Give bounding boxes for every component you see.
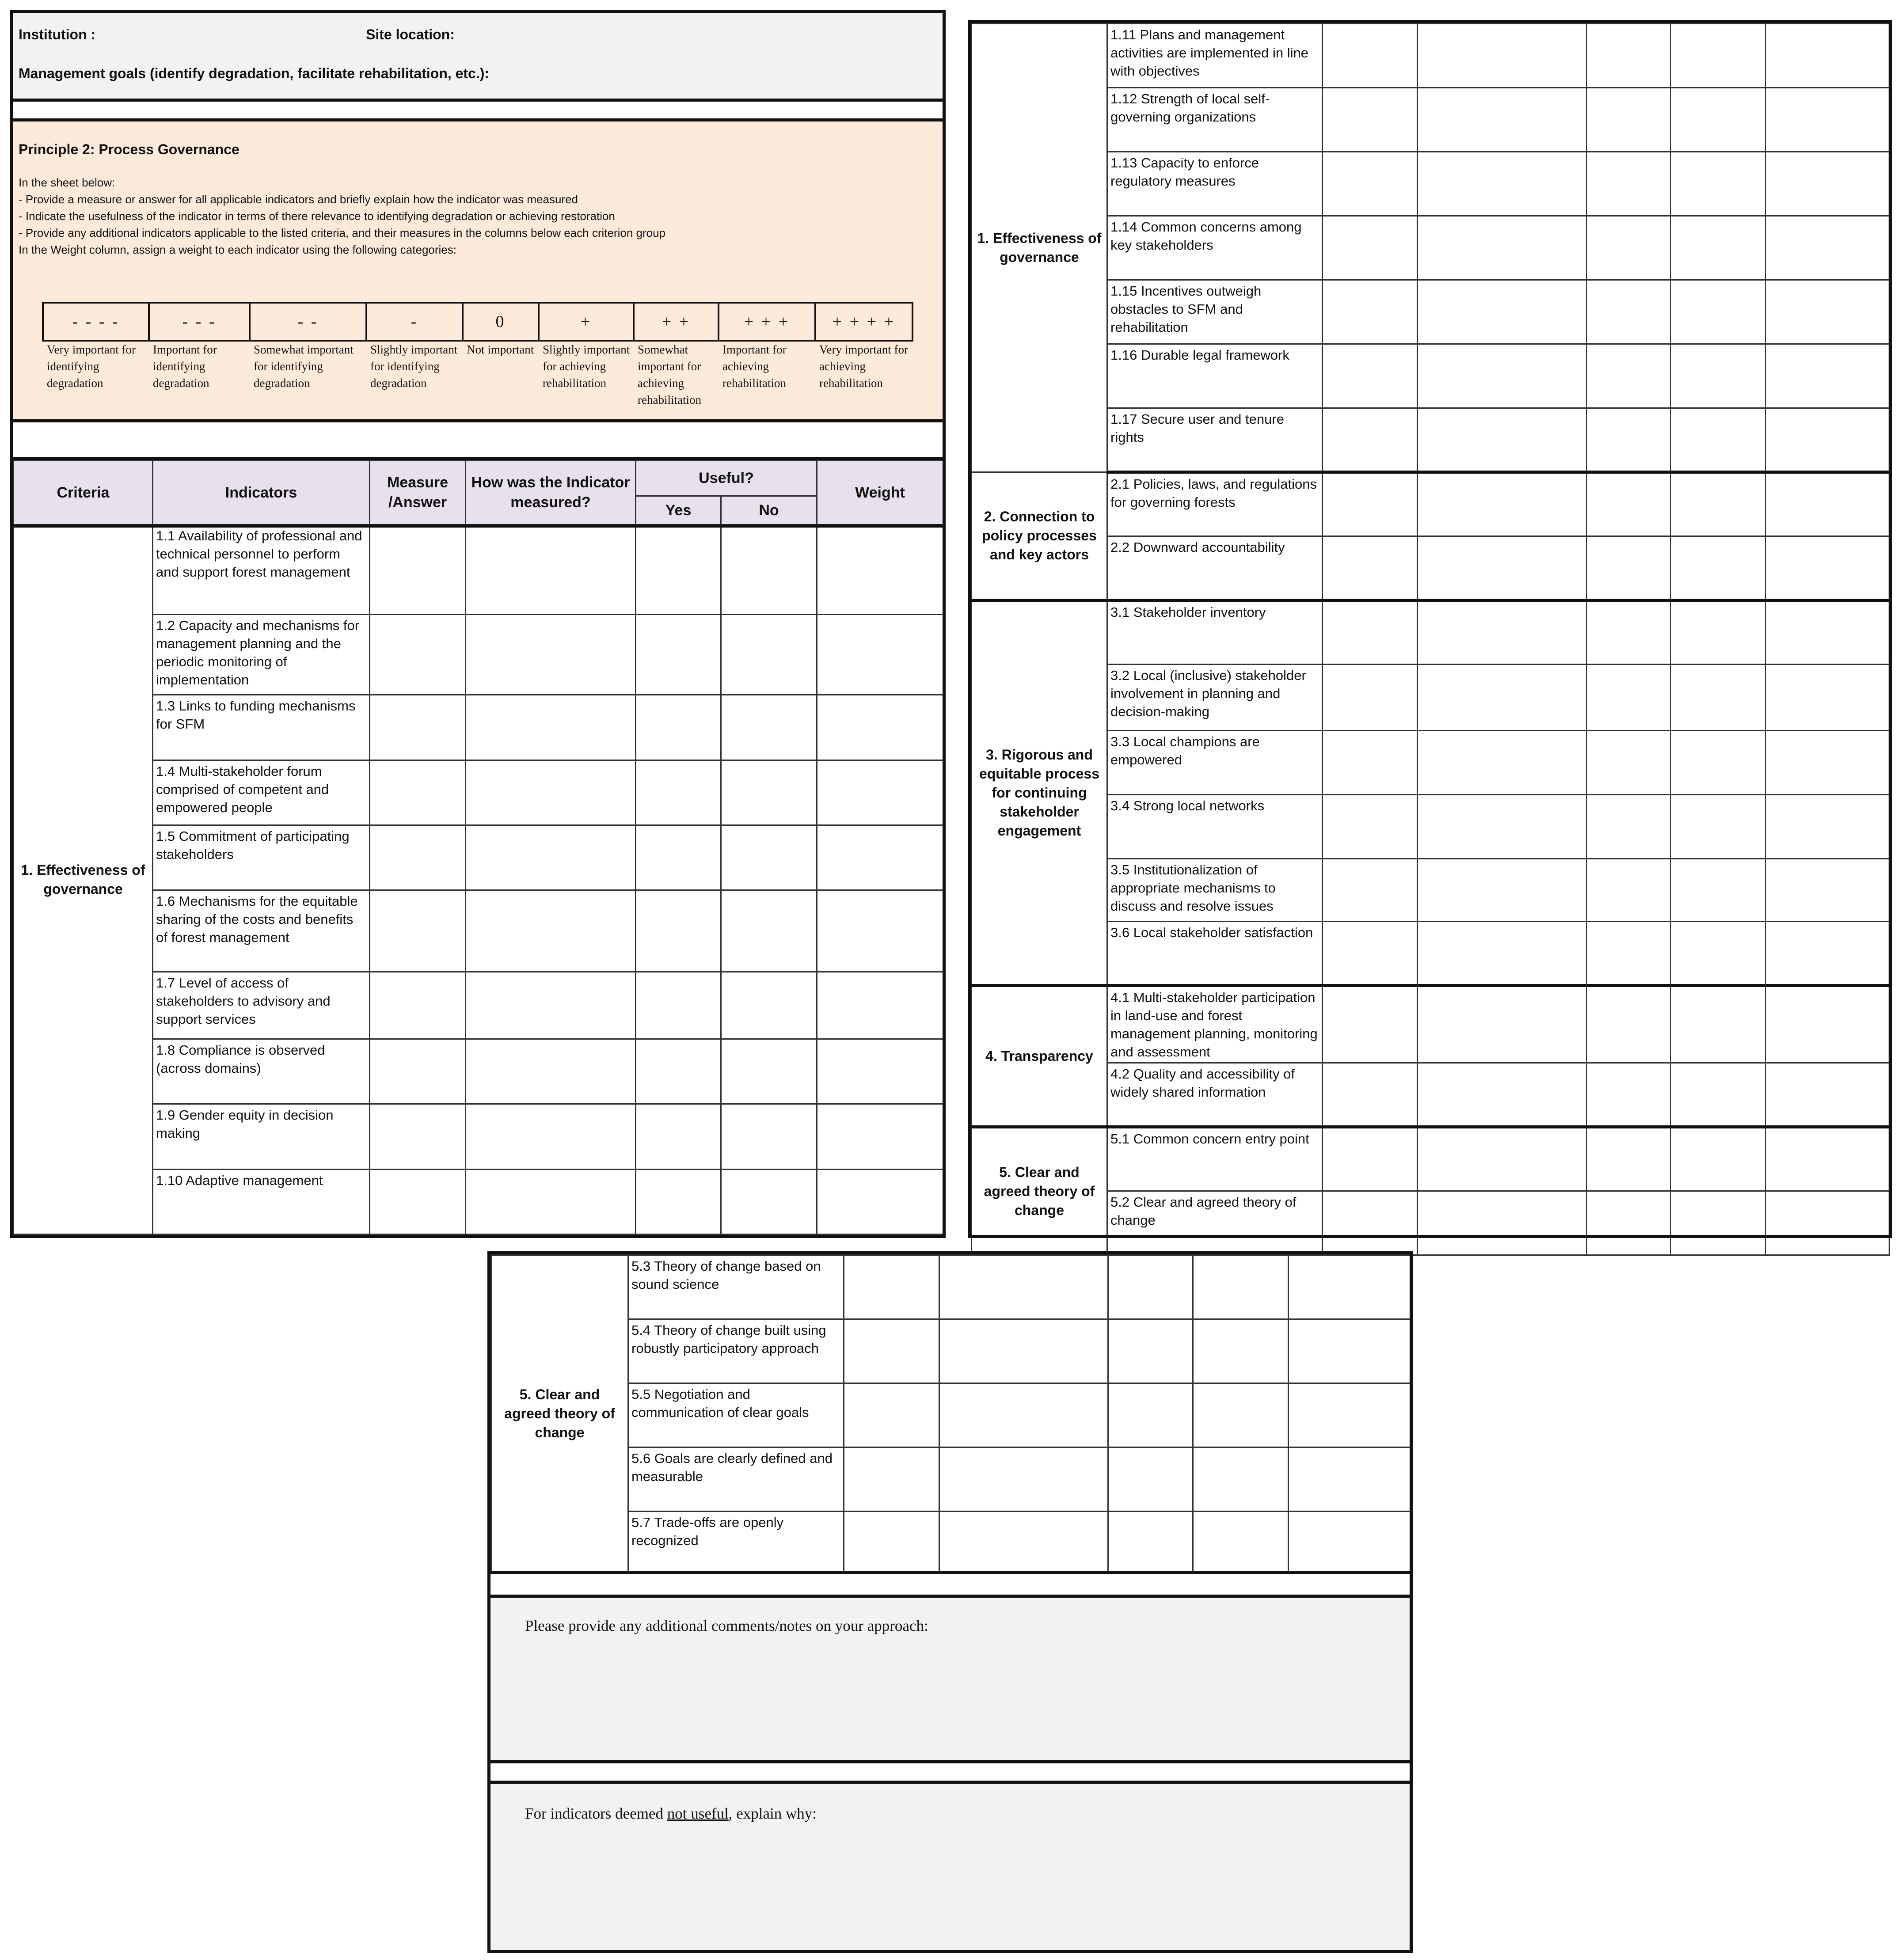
indicator-cell: 4.1 Multi-stakeholder participation in land-use and forest management planning, monitoring and assessment xyxy=(1107,986,1323,1063)
indicator-cell: 3.2 Local (inclusive) stakeholder involvement in planning and decision-making xyxy=(1107,665,1323,731)
not-useful-label xyxy=(525,1805,817,1823)
not-useful-label-post: , explain why: xyxy=(728,1805,817,1822)
indicator-cell: 5.5 Negotiation and communication of clear goals xyxy=(628,1383,844,1447)
header-divider xyxy=(10,524,946,528)
indicator-cell: 1.9 Gender equity in decision making xyxy=(153,1104,370,1169)
scale-symbol: 0 xyxy=(463,303,539,341)
scale-description: Very important for achieving rehabilitation xyxy=(819,343,908,390)
scale-description: Somewhat important for achieving rehabilitation xyxy=(638,343,701,406)
indicator-table-3-frame xyxy=(487,1251,1413,1574)
scale-symbol: + + + + xyxy=(815,303,912,341)
indicator-cell: 1.15 Incentives outweigh obstacles to SFM and rehabilitation xyxy=(1107,280,1323,344)
criterion-cell: 5. Clear and agreed theory of change xyxy=(491,1255,628,1572)
not-useful-label-pre: For indicators deemed xyxy=(525,1805,667,1822)
indicator-cell: 3.6 Local stakeholder satisfaction xyxy=(1107,922,1323,986)
indicator-cell: 3.1 Stakeholder inventory xyxy=(1107,600,1323,665)
indicator-cell: 1.12 Strength of local self-governing organizations xyxy=(1107,88,1323,152)
indicator-table-1-frame xyxy=(10,457,946,1238)
not-useful-emphasis: not useful xyxy=(667,1805,729,1822)
criterion-cell: 1. Effectiveness of governance xyxy=(14,525,153,1234)
scale-symbol: + xyxy=(539,303,634,341)
indicator-cell: 1.16 Durable legal framework xyxy=(1107,344,1323,408)
criterion-cell: 3. Rigorous and equitable process for continuing stakeholder engagement xyxy=(972,600,1107,986)
indicator-cell: 1.17 Secure user and tenure rights xyxy=(1107,408,1323,472)
spacer-row xyxy=(10,419,946,460)
indicator-cell: 3.3 Local champions are empowered xyxy=(1107,731,1323,795)
indicator-cell: 1.11 Plans and management activities are implemented in line with objectives xyxy=(1107,24,1323,88)
indicator-cell: 5.4 Theory of change built using robustly participatory approach xyxy=(628,1319,844,1383)
scale-symbol: + + xyxy=(634,303,719,341)
indicator-cell: 1.5 Commitment of participating stakeholders xyxy=(153,825,370,890)
column-header-criteria: Criteria xyxy=(14,461,153,525)
indicator-cell: 1.10 Adaptive management xyxy=(153,1169,370,1234)
indicator-cell: 5.6 Goals are clearly defined and measurable xyxy=(628,1447,844,1512)
scale-description: Slightly important for achieving rehabilitation xyxy=(543,343,630,390)
scale-description: Important for identifying degradation xyxy=(153,343,217,390)
column-header-no: No xyxy=(721,496,817,525)
indicator-cell: 2.2 Downward accountability xyxy=(1107,536,1323,600)
scale-symbol: - - - xyxy=(149,303,250,341)
indicator-cell: 5.3 Theory of change based on sound science xyxy=(628,1255,844,1319)
additional-comments-label: Please provide any additional comments/notes on your approach: xyxy=(525,1617,928,1634)
indicator-cell: 1.2 Capacity and mechanisms for management planning and the periodic monitoring of implementation xyxy=(153,614,370,695)
indicator-cell: 3.4 Strong local networks xyxy=(1107,795,1323,859)
info-header-box xyxy=(10,10,946,102)
indicator-cell: 3.5 Institutionalization of appropriate mechanisms to discuss and resolve issues xyxy=(1107,859,1323,922)
weight-scale xyxy=(42,302,913,342)
scale-symbol: - - - - xyxy=(43,303,149,341)
indicator-cell: 4.2 Quality and accessibility of widely shared information xyxy=(1107,1063,1323,1127)
indicator-table-2-frame xyxy=(968,20,1892,1238)
indicator-cell: 1.8 Compliance is observed (across domains) xyxy=(153,1039,370,1104)
column-header-weight: Weight xyxy=(817,461,943,525)
scale-description: Very important for identifying degradation xyxy=(47,343,136,390)
spacer-row xyxy=(487,1571,1413,1597)
column-header-useful: Useful? xyxy=(636,461,817,496)
instruction-line: - Indicate the usefulness of the indicator in terms of there relevance to identifying degradation or achieving restoration xyxy=(19,209,615,223)
indicator-cell: 1.1 Availability of professional and technical personnel to perform and support forest management xyxy=(153,525,370,614)
management-goals-label: Management goals (identify degradation, facilitate rehabilitation, etc.): xyxy=(19,65,490,81)
column-header-measure: Measure /Answer xyxy=(370,461,466,525)
indicator-cell: 1.13 Capacity to enforce regulatory measures xyxy=(1107,152,1323,216)
indicator-cell: 1.4 Multi-stakeholder forum comprised of competent and empowered people xyxy=(153,760,370,825)
indicator-cell: 1.7 Level of access of stakeholders to advisory and support services xyxy=(153,972,370,1039)
scale-symbol: - - xyxy=(250,303,366,341)
column-header-yes: Yes xyxy=(636,496,721,525)
scale-description: Important for achieving rehabilitation xyxy=(722,343,787,390)
instruction-line: - Provide a measure or answer for all applicable indicators and briefly explain how the indicator was measured xyxy=(19,193,578,206)
scale-symbol: - xyxy=(366,303,463,341)
indicator-cell: 2.1 Policies, laws, and regulations for governing forests xyxy=(1107,472,1323,536)
scale-symbol: + + + xyxy=(719,303,815,341)
scale-description: Not important xyxy=(467,343,534,356)
indicator-cell: 1.14 Common concerns among key stakeholders xyxy=(1107,216,1323,280)
criterion-cell: 1. Effectiveness of governance xyxy=(972,24,1107,472)
indicator-cell: 1.6 Mechanisms for the equitable sharing of the costs and benefits of forest management xyxy=(153,890,370,972)
indicator-cell: 5.2 Clear and agreed theory of change xyxy=(1107,1191,1323,1255)
column-header-indicators: Indicators xyxy=(153,461,370,525)
institution-label: Institution : xyxy=(19,27,96,42)
criterion-cell: 4. Transparency xyxy=(972,986,1107,1127)
spacer-row xyxy=(487,1760,1413,1783)
scale-description: Slightly important for identifying degradation xyxy=(370,343,458,390)
principle-title: Principle 2: Process Governance xyxy=(19,141,240,157)
column-header-how-measured: How was the Indicator measured? xyxy=(466,461,636,525)
site-location-label: Site location: xyxy=(366,27,455,42)
instruction-line: - Provide any additional indicators applicable to the listed criteria, and their measures in the columns below each criterion group xyxy=(19,226,666,239)
criterion-cell: 2. Connection to policy processes and key actors xyxy=(972,472,1107,600)
indicator-cell: 5.7 Trade-offs are openly recognized xyxy=(628,1512,844,1572)
instruction-line: In the sheet below: xyxy=(19,176,115,189)
criterion-cell: 5. Clear and agreed theory of change xyxy=(972,1127,1107,1255)
scale-description: Somewhat important for identifying degradation xyxy=(254,343,354,390)
indicator-cell: 1.3 Links to funding mechanisms for SFM xyxy=(153,695,370,760)
instruction-line: In the Weight column, assign a weight to each indicator using the following categories: xyxy=(19,243,456,256)
indicator-cell: 5.1 Common concern entry point xyxy=(1107,1127,1323,1191)
